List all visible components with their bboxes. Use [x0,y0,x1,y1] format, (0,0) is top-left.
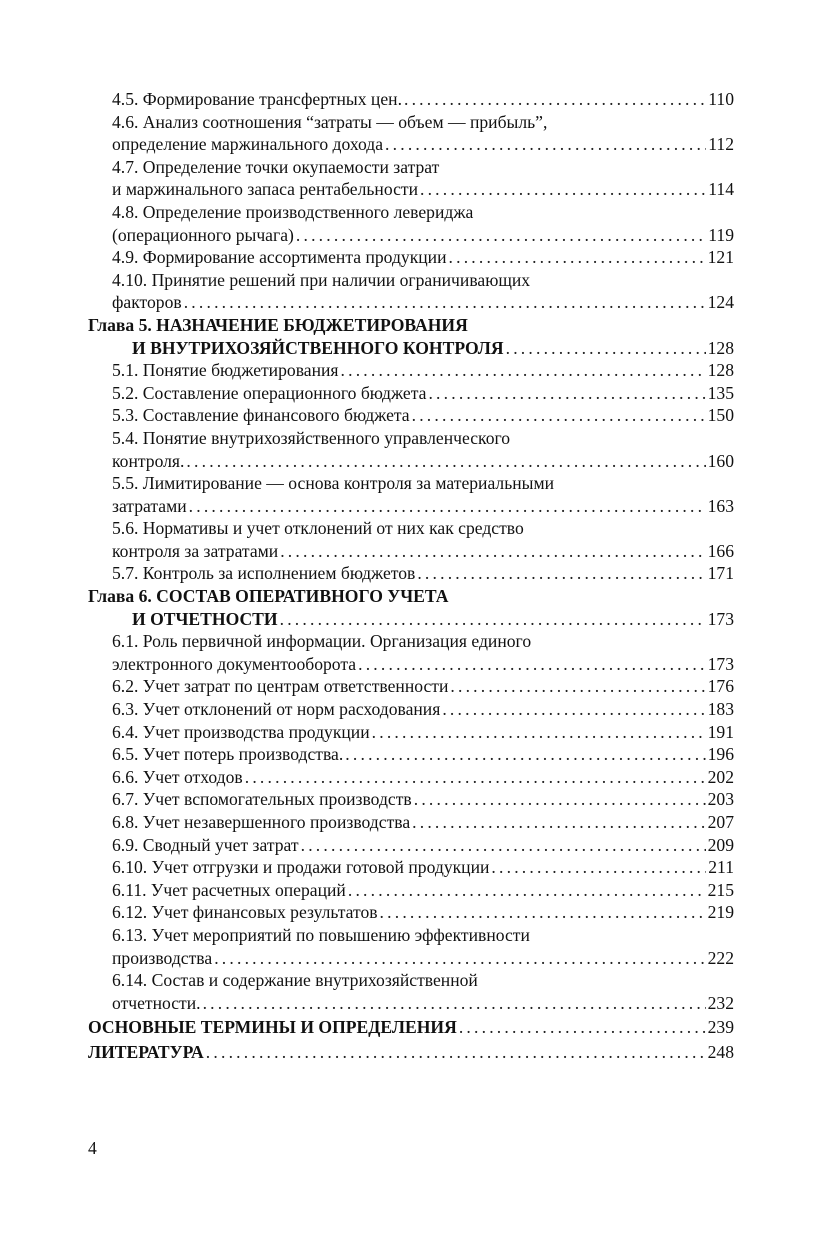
toc-line [88,1016,734,1039]
toc-line [88,246,734,269]
dot-leader [358,653,706,676]
toc-line [88,675,734,698]
toc-section-entry [88,156,734,201]
toc-line [88,337,734,360]
toc-page-number: 128 [707,360,734,381]
toc-line [88,156,734,179]
toc-section-entry [88,111,734,156]
toc-line [88,721,734,744]
dot-leader [206,1041,706,1064]
toc-page-number: 160 [707,450,734,471]
dot-leader [184,291,706,314]
toc-entry-title: 6.6. Учет отходов [112,766,243,787]
dot-leader [412,811,705,834]
dot-leader [414,788,706,811]
toc-entry-title: ЛИТЕРАТУРА [88,1041,204,1062]
toc-page-number: 114 [708,179,734,200]
toc-line [88,879,734,902]
toc-page-number: 239 [707,1017,734,1038]
dot-leader [506,337,706,360]
toc-entry-title: 5.2. Составление операционного бюджета [112,382,427,403]
toc-page-number: 211 [708,857,734,878]
toc-page-number: 163 [707,495,734,516]
dot-leader [341,359,706,382]
toc-line [88,585,734,608]
toc-page-number: 209 [707,834,734,855]
toc-entry-title: 6.10. Учет отгрузки и продажи готовой продукции [112,857,490,878]
toc-entry-title: 6.11. Учет расчетных операций [112,879,346,900]
toc-section-entry [88,246,734,269]
toc-entry-title: 4.6. Анализ соотношения “затраты — объем — прибыль”, [112,111,548,132]
toc-page-number: 166 [707,540,734,561]
toc-entry-title: И ВНУТРИХОЗЯЙСТВЕННОГО КОНТРОЛЯ [132,337,504,358]
toc-entry-title: Глава 5. НАЗНАЧЕНИЕ БЮДЖЕТИРОВАНИЯ [88,314,468,335]
toc-page-number: 222 [707,947,734,968]
toc-line [88,88,734,111]
toc-page-number: 124 [707,292,734,313]
toc-line [88,495,734,518]
toc-entry-title: 6.9. Сводный учет затрат [112,834,299,855]
toc-section-entry [88,472,734,517]
toc-line [88,788,734,811]
dot-leader [491,856,706,879]
toc-line [88,1041,734,1064]
dot-leader [214,947,705,970]
toc-line [88,562,734,585]
toc-page-number: 219 [707,902,734,923]
toc-entry-title: 6.1. Роль первичной информации. Организация единого [112,631,532,652]
toc-entry-title: 4.8. Определение производственного левериджа [112,201,474,222]
toc-entry-title: определение маржинального дохода [112,134,384,155]
toc-line [88,201,734,224]
toc-page-number: 248 [707,1041,734,1062]
toc-entry-title: 6.7. Учет вспомогательных производств [112,789,412,810]
toc-line [88,314,734,337]
dot-leader [203,992,706,1015]
toc-page-number: 121 [707,247,734,268]
toc-entry-title: 4.7. Определение точки окупаемости затрат [112,156,440,177]
toc-section-entry [88,404,734,427]
toc-line [88,427,734,450]
toc-section-entry [88,201,734,246]
toc-page-number: 183 [707,699,734,720]
toc-line [88,450,734,473]
toc-section-entry [88,698,734,721]
toc-top-entry [88,1041,734,1064]
toc-line [88,382,734,405]
toc-section-entry [88,743,734,766]
toc-section-entry [88,562,734,585]
toc-section-entry [88,269,734,314]
toc-section-entry [88,88,734,111]
toc-section-entry [88,788,734,811]
dot-leader [450,675,705,698]
toc-page-number: 112 [708,134,734,155]
toc-section-entry [88,811,734,834]
toc-entry-title: 6.4. Учет производства продукции [112,721,370,742]
toc-section-entry [88,901,734,924]
toc-line [88,992,734,1015]
toc-page-number: 135 [707,382,734,403]
toc-entry-title: Глава 6. СОСТАВ ОПЕРАТИВНОГО УЧЕТА [88,586,449,607]
dot-leader [296,224,706,247]
toc-section-entry [88,382,734,405]
toc-entry-title: затратами [112,495,187,516]
toc-line [88,947,734,970]
toc-entry-title: 5.7. Контроль за исполнением бюджетов [112,563,416,584]
dot-leader [404,88,706,111]
dot-leader [385,133,706,156]
toc-page-number: 176 [707,676,734,697]
toc-section-entry [88,834,734,857]
toc-section-entry [88,766,734,789]
dot-leader [280,540,705,563]
toc-line [88,856,734,879]
dot-leader [420,178,706,201]
toc-chapter-entry [88,314,734,359]
toc-page-number: 128 [707,337,734,358]
dot-leader [372,721,706,744]
toc-line [88,834,734,857]
toc-entry-title: 6.3. Учет отклонений от норм расходования [112,699,441,720]
toc-entry-title: производства [112,947,213,968]
toc-entry-title: 4.9. Формирование ассортимента продукции [112,247,447,268]
toc-entry-title: 4.5. Формирование трансфертных цен. [112,89,402,109]
toc-line [88,291,734,314]
toc-line [88,404,734,427]
toc-section-entry [88,924,734,969]
toc-entry-title: 6.5. Учет потерь производства. [112,744,344,765]
toc-entry-title: 5.1. Понятие бюджетирования [112,360,339,381]
toc-line [88,653,734,676]
toc-entry-title: 5.4. Понятие внутрихозяйственного управленческого [112,427,511,448]
toc-line [88,743,734,766]
toc-line [88,133,734,156]
toc-entry-title: 4.10. Принятие решений при наличии ограничивающих [112,269,531,290]
toc-line [88,540,734,563]
toc-section-entry [88,879,734,902]
toc-page-number: 119 [708,224,734,245]
dot-leader [428,382,705,405]
toc-section-entry [88,675,734,698]
toc-line [88,472,734,495]
dot-leader [189,495,706,518]
toc-entry-title: 6.13. Учет мероприятий по повышению эффективности [112,924,530,945]
toc-page-number: 232 [707,992,734,1013]
toc-entry-title: 6.8. Учет незавершенного производства [112,812,411,832]
toc-entry-title: контроля за затратами [112,540,279,561]
toc-entry-title: отчетности. [112,992,201,1013]
toc-line [88,359,734,382]
dot-leader [280,608,706,631]
toc-page-number: 202 [707,766,734,787]
toc-entry-title: контроля. [112,450,185,471]
toc-line [88,224,734,247]
toc-section-entry [88,721,734,744]
toc-line [88,901,734,924]
toc-top-entry [88,1016,734,1039]
toc-page-number: 215 [707,879,734,900]
toc-line [88,111,734,134]
toc-entry-title: 6.12. Учет финансовых результатов [112,902,378,923]
toc-page-number: 110 [708,89,734,109]
toc-section-entry [88,359,734,382]
toc-line [88,969,734,992]
toc-line [88,269,734,292]
dot-leader [345,743,705,766]
page-number: 4 [88,1138,97,1158]
toc-section-entry [88,517,734,562]
toc-section-entry [88,856,734,879]
toc-line [88,766,734,789]
toc-line [88,630,734,653]
toc-section-entry [88,427,734,472]
toc-page-number: 196 [707,744,734,765]
dot-leader [348,879,706,902]
toc-page-number: 150 [707,405,734,426]
toc-line [88,698,734,721]
table-of-contents [88,88,734,1064]
toc-entry-title: (операционного рычага) [112,224,294,245]
toc-entry-title: факторов [112,292,182,313]
toc-chapter-entry [88,585,734,630]
dot-leader [449,246,706,269]
toc-entry-title: 6.2. Учет затрат по центрам ответственности [112,676,449,697]
toc-entry-title: и маржинального запаса рентабельности [112,179,418,200]
toc-line [88,608,734,631]
toc-page-number: 173 [707,653,734,674]
toc-entry-title: И ОТЧЕТНОСТИ [132,608,278,629]
toc-section-entry [88,969,734,1014]
toc-entry-title: 5.6. Нормативы и учет отклонений от них как средство [112,518,524,539]
dot-leader [301,834,706,857]
toc-entry-title: электронного документооборота [112,653,357,674]
dot-leader [459,1016,706,1039]
dot-leader [442,698,705,721]
toc-line [88,924,734,947]
toc-line [88,517,734,540]
dot-leader [380,901,706,924]
toc-page-number: 203 [707,789,734,810]
toc-line [88,178,734,201]
toc-entry-title: 5.3. Составление финансового бюджета [112,405,410,426]
toc-line [88,811,734,834]
toc-page-number: 173 [707,608,734,629]
toc-page-number: 207 [707,812,734,832]
dot-leader [417,562,705,585]
toc-entry-title: ОСНОВНЫЕ ТЕРМИНЫ И ОПРЕДЕЛЕНИЯ [88,1017,457,1038]
toc-entry-title: 6.14. Состав и содержание внутрихозяйственной [112,970,478,991]
dot-leader [245,766,706,789]
toc-entry-title: 5.5. Лимитирование — основа контроля за материальными [112,473,555,494]
dot-leader [412,404,706,427]
dot-leader [186,450,705,473]
toc-section-entry [88,630,734,675]
toc-page-number: 191 [707,721,734,742]
toc-page-number: 171 [707,563,734,584]
